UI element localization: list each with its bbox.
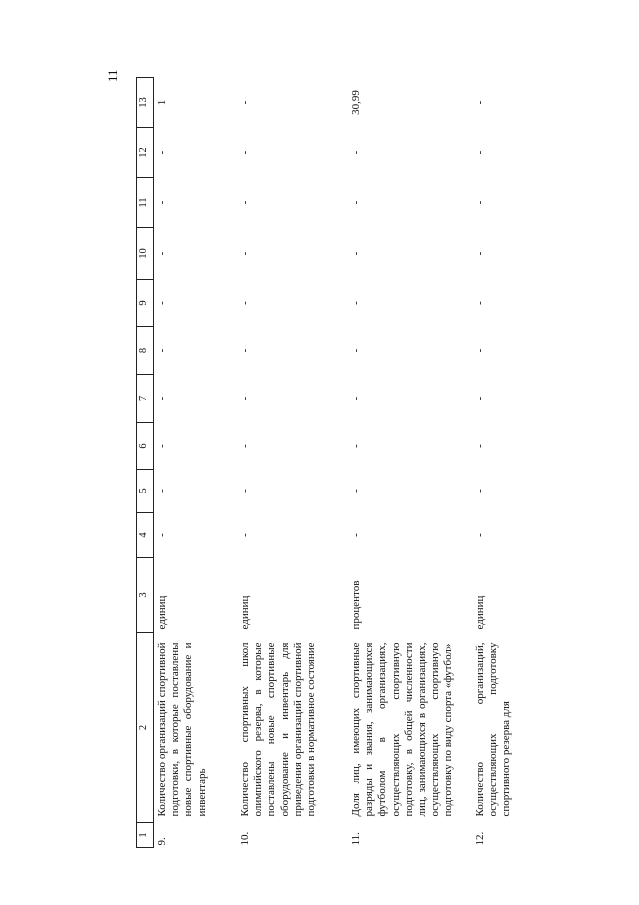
value-cell: - [239,251,251,256]
value-cell: - [350,444,362,448]
value-cell: - [350,150,362,155]
col-header-6: 6 [137,423,154,470]
col-header-11: 11 [137,178,154,228]
col-header-9: 9 [137,280,154,327]
col-header-8: 8 [137,327,154,375]
value-cell: - [239,200,251,205]
value-cell: - [350,301,362,305]
value-cell: - [156,348,168,353]
row-number: 12. [474,831,486,846]
indicator-table [136,77,530,848]
value-cell: - [156,396,168,401]
value-cell: - [474,200,486,205]
value-cell: - [474,150,486,155]
value-cell: - [350,396,362,401]
value-cell: - [350,251,362,256]
value-cell: - [156,533,168,537]
col-header-5: 5 [137,470,154,513]
value-cell: - [156,200,168,205]
value-cell: 1 [156,99,168,106]
value-cell: - [239,100,251,105]
table-row [154,78,238,848]
value-cell: - [474,489,486,493]
col-header-1: 1 [137,823,154,848]
value-cell: - [474,444,486,448]
indicator-name: Доля лиц, имеющих спортивные разряды и звания, занимающихся футболом в организациях, осуществляющих спортивную подготовку, в общей численности лиц, занимающихся в организациях, осуществляющих спортивную подготовку по виду спорта «футбол» [350,642,455,817]
indicator-name: Количество организаций, осуществляющих подготовку спортивного резерва для [474,642,513,817]
table-row [472,78,530,848]
value-cell: - [474,301,486,305]
value-cell: - [156,444,168,448]
indicator-name: Количество организаций спортивной подготовки, в которые поставлены новые спортивные оборудование и инвентарь [156,642,208,817]
value-cell: - [239,533,251,537]
value-cell: - [474,251,486,256]
table-row [237,78,348,848]
value-cell: - [239,348,251,353]
table-row [348,78,472,848]
value-cell: - [474,396,486,401]
value-cell: - [156,150,168,155]
col-header-3: 3 [137,558,154,633]
value-cell: - [474,348,486,353]
value-cell: 30,99 [350,90,362,115]
col-header-13: 13 [137,78,154,128]
value-cell: - [474,100,486,105]
value-cell: - [239,489,251,493]
col-header-4: 4 [137,513,154,558]
col-header-7: 7 [137,375,154,423]
unit-cell: единиц [239,595,251,630]
value-cell: - [350,348,362,353]
value-cell: - [239,301,251,305]
page-number: 11 [105,69,120,82]
value-cell: - [350,200,362,205]
value-cell: - [474,533,486,537]
indicator-name: Количество спортивных школ олимпийского резерва, в которые поставлены новые спортивные оборудование и инвентарь для приведения организаций спортивной подготовки в нормативное состояние [239,642,318,817]
value-cell: - [156,301,168,305]
col-header-10: 10 [137,228,154,280]
value-cell: - [156,251,168,256]
col-header-2: 2 [137,633,154,823]
value-cell: - [239,396,251,401]
value-cell: - [350,533,362,537]
unit-cell: процентов [350,580,362,630]
value-cell: - [239,444,251,448]
row-number: 10. [239,831,251,846]
col-header-12: 12 [137,128,154,178]
value-cell: - [239,150,251,155]
row-number: 11. [350,832,362,846]
row-number: 9. [156,837,168,846]
indicator-table-sheet [136,78,513,848]
header-row [137,78,154,848]
value-cell: - [350,489,362,493]
value-cell: - [156,489,168,493]
unit-cell: единиц [474,595,486,630]
unit-cell: единиц [156,595,168,630]
